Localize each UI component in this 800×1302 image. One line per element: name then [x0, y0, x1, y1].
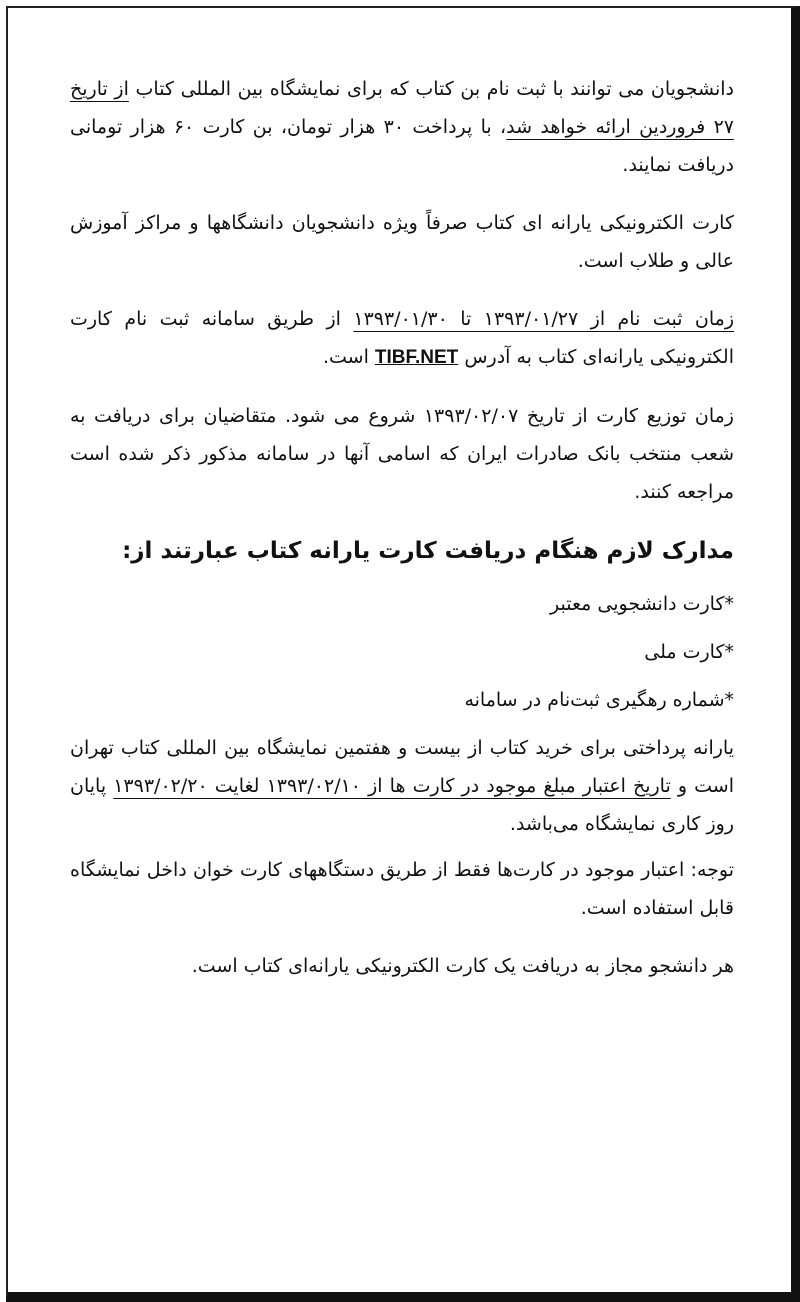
underlined-text: تاریخ اعتبار مبلغ موجود در کارت ها از ۱۳۹۳/۰۲/۱۰ لغایت ۱۳۹۳/۰۲/۲۰: [113, 775, 671, 797]
text: یارانه پرداختی برای خرید کتاب از بیست و هفتمین نمایشگاه بین المللی کتاب تهران است و: [70, 737, 734, 797]
list-item: *کارت ملی: [644, 641, 734, 663]
paragraph-distribution: زمان توزیع کارت از تاریخ ۱۳۹۳/۰۲/۰۷ شروع می شود. متقاضیان برای دریافت به شعب منتخب بانک صادرات ایران که اسامی آنها در سامانه مذکور ذکر شده است مراجعه کنند.: [70, 405, 734, 503]
paragraph-note: توجه: اعتبار موجود در کارت‌ها فقط از طریق دستگاههای کارت خوان داخل نمایشگاه قابل استفاده است.: [70, 859, 734, 919]
text: از طریق سامانه ثبت نام کارت الکترونیکی یارانه‌ای کتاب به آدرس: [70, 308, 734, 368]
paragraph-eligibility: کارت الکترونیکی یارانه ای کتاب صرفاً ویژه دانشجویان دانشگاهها و مراکز آموزش عالی و طلاب است.: [70, 212, 734, 272]
document-body: [70, 70, 734, 1005]
text: پایان روز کاری نمایشگاه می‌باشد.: [70, 775, 734, 835]
text: است.: [322, 346, 375, 368]
text: دانشجویان می توانند با ثبت نام بن کتاب که برای نمایشگاه بین المللی کتاب: [128, 78, 734, 100]
documents-heading: مدارک لازم هنگام دریافت کارت یارانه کتاب عبارتند از:: [122, 538, 734, 564]
paragraph-validity: [70, 729, 734, 843]
underlined-text: از تاریخ ۲۷ فروردین ارائه خواهد شد: [70, 78, 734, 138]
paragraph-book-voucher: [70, 70, 734, 184]
underlined-text: زمان ثبت نام از ۱۳۹۳/۰۱/۲۷ تا ۱۳۹۳/۰۱/۳۰: [353, 308, 735, 330]
list-item: *کارت دانشجویی معتبر: [550, 593, 734, 615]
paragraph-limit: هر دانشجو مجاز به دریافت یک کارت الکترونیکی یارانه‌ای کتاب است.: [191, 955, 734, 977]
list-item: *شماره رهگیری ثبت‌نام در سامانه: [464, 689, 734, 711]
paragraph-registration: [70, 300, 734, 377]
text: ، با پرداخت ۳۰ هزار تومان، بن کارت ۶۰ هزار تومانی دریافت نمایند.: [70, 116, 734, 176]
website-link[interactable]: TIBF.NET: [374, 347, 459, 368]
